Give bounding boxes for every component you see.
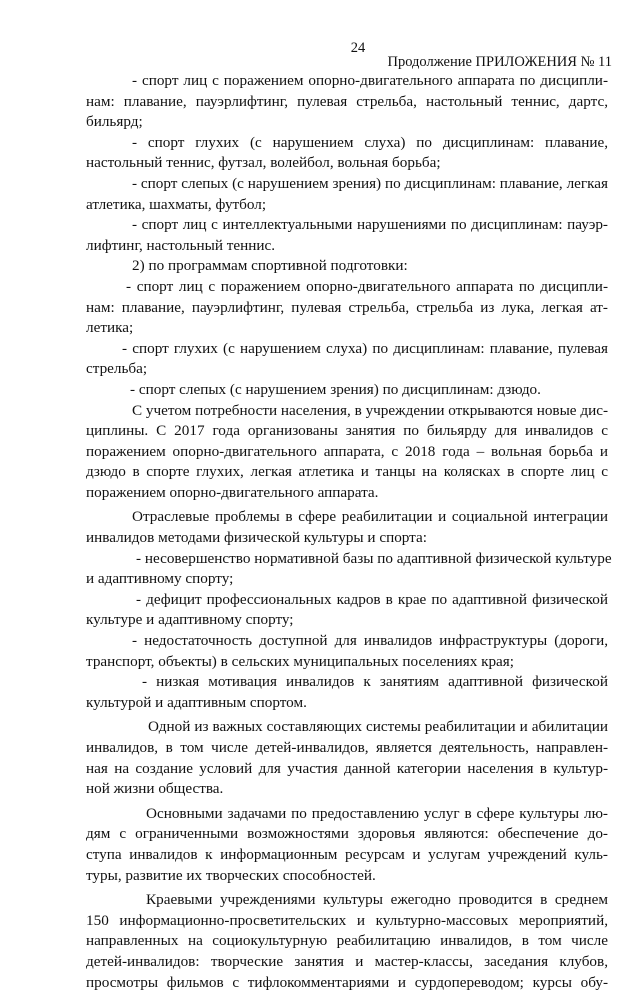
text-line: детей-инвалидов: творческие занятия и мастер-классы, заседания клубов, xyxy=(86,952,608,970)
text-line: стрельба; xyxy=(86,360,148,378)
text-line: - спорт глухих (с нарушением слуха) по дисциплинам: плавание, xyxy=(132,133,608,151)
text-line: - спорт лиц с поражением опорно-двигательного аппарата по дисципли- xyxy=(126,277,608,295)
text-line: направленных на социокультурную реабилитацию инвалидов, в том числе xyxy=(86,932,608,950)
text-line: Краевыми учреждениями культуры ежегодно проводится в среднем xyxy=(146,891,608,909)
text-line: 150 информационно-просветительских и культурно-массовых мероприятий, xyxy=(86,911,608,929)
text-line: нам: плавание, пауэрлифтинг, пулевая стрельба, настольный теннис, дартс, xyxy=(86,92,608,110)
text-line: настольный теннис, футзал, волейбол, вольная борьба; xyxy=(86,154,441,172)
text-line: ступа инвалидов к информационным ресурсам и услугам учреждений куль- xyxy=(86,845,608,863)
text-line: культуре и адаптивному спорту; xyxy=(86,611,294,629)
text-line: и адаптивному спорту; xyxy=(86,570,234,588)
text-line: атлетика, шахматы, футбол; xyxy=(86,195,267,213)
text-line: ная на создание условий для участия данной категории населения в культур- xyxy=(86,759,608,777)
text-line: - спорт слепых (с нарушением зрения) по дисциплинам: дзюдо. xyxy=(130,380,541,398)
text-line: дям с ограниченными возможностями здоровья являются: обеспечение до- xyxy=(86,825,608,843)
text-line: культурой и адаптивным спортом. xyxy=(86,693,307,711)
text-line: транспорт, объекты) в сельских муниципальных поселениях края; xyxy=(86,652,515,670)
text-line: - спорт глухих (с нарушением слуха) по дисциплинам: плавание, пулевая xyxy=(122,339,608,357)
text-line: нам: плавание, пауэрлифтинг, пулевая стрельба, стрельба из лука, легкая ат- xyxy=(86,298,608,316)
text-line: просмотры фильмов с тифлокомментариями и сурдопереводом; курсы обу- xyxy=(86,973,608,991)
text-line: инвалидов методами физической культуры и спорта: xyxy=(86,529,427,547)
text-line: 2) по программам спортивной подготовки: xyxy=(132,257,408,275)
text-line: поражением опорно-двигательного аппарата, с 2018 года – вольная борьба и xyxy=(86,442,608,460)
text-line: Основными задачами по предоставлению услуг в сфере культуры лю- xyxy=(146,804,608,822)
text-line: лифтинг, настольный теннис. xyxy=(86,236,276,254)
text-line: Одной из важных составляющих системы реабилитации и абилитации xyxy=(148,718,608,736)
text-line: - дефицит профессиональных кадров в крае по адаптивной физической xyxy=(136,590,608,608)
text-line: С учетом потребности населения, в учреждении открываются новые дис- xyxy=(132,401,608,419)
text-line: Отраслевые проблемы в сфере реабилитации и социальной интеграции xyxy=(132,508,608,526)
text-line: дзюдо в спорте глухих, легкая атлетика и танцы на колясках в спорте лиц с xyxy=(86,463,608,481)
text-line: бильярд; xyxy=(86,113,143,131)
text-line: - спорт слепых (с нарушением зрения) по дисциплинам: плавание, легкая xyxy=(132,174,608,192)
text-line: - низкая мотивация инвалидов к занятиям адаптивной физической xyxy=(142,673,608,691)
page-number: 24 xyxy=(350,40,366,56)
text-line: - спорт лиц с интеллектуальными нарушениями по дисциплинам: пауэр- xyxy=(132,216,608,234)
text-line: циплины. С 2017 года организованы занятия по бильярду для инвалидов с xyxy=(86,422,608,440)
text-line: поражением опорно-двигательного аппарата. xyxy=(86,483,379,501)
text-line: - спорт лиц с поражением опорно-двигательного аппарата по дисципли- xyxy=(132,72,608,89)
text-line: летика; xyxy=(86,319,134,337)
text-line: ной жизни общества. xyxy=(86,780,224,798)
text-line: - недостаточность доступной для инвалидов инфраструктуры (дороги, xyxy=(132,632,608,650)
text-line: туры, развитие их творческих способностей. xyxy=(86,866,376,884)
text-line: - несовершенство нормативной базы по адаптивной физической культуре xyxy=(136,549,612,567)
document-body xyxy=(86,71,612,993)
text-line: инвалидов, в том числе детей-инвалидов, является деятельность, направлен- xyxy=(86,739,608,756)
appendix-label: Продолжение ПРИЛОЖЕНИЯ № 11 xyxy=(387,54,612,70)
